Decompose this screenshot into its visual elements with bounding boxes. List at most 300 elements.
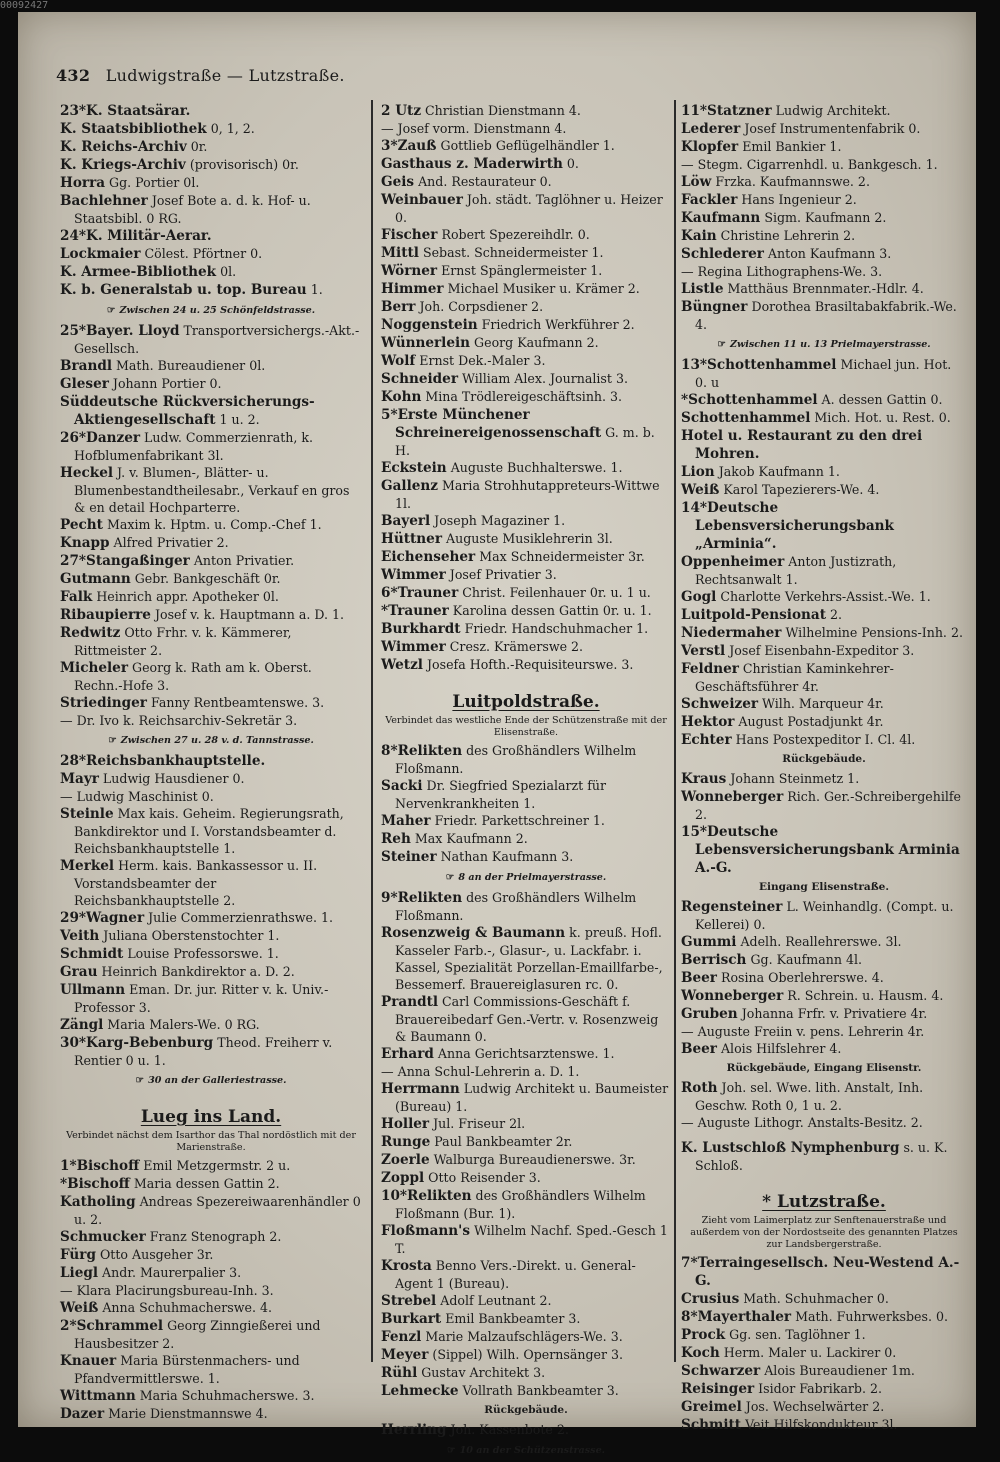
resident-entry: Schmucker Franz Stenograph 2.: [60, 1229, 282, 1245]
resident-entry: Weiß Karol Tapezierers-We. 4.: [681, 482, 880, 498]
resident-name: K. Reichs-Archiv: [60, 139, 187, 155]
resident-entry: — Josef vorm. Dienstmann 4.: [381, 121, 567, 136]
resident-entry: Beer Rosina Oberlehrerswe. 4.: [681, 970, 884, 986]
resident-name: 24*K. Militär-Aerar.: [60, 228, 212, 244]
resident-entry: Burkhardt Friedr. Handschuhmacher 1.: [381, 621, 649, 637]
resident-entry: Prock Gg. sen. Taglöhner 1.: [681, 1327, 866, 1343]
resident-entry: Grau Heinrich Bankdirektor a. D. 2.: [60, 964, 295, 980]
resident-name: Klopfer: [681, 139, 739, 155]
resident-entry: Maher Friedr. Parkettschreiner 1.: [381, 813, 605, 829]
resident-name: Bachlehner: [60, 193, 148, 209]
resident-entry: Kraus Johann Steinmetz 1.: [681, 771, 860, 787]
resident-entry: Herrmann Ludwig Architekt u. Baumeister (Bureau) 1.: [381, 1081, 669, 1114]
resident-name: Holler: [381, 1116, 430, 1132]
resident-name: Noggenstein: [381, 317, 478, 333]
cross-street-note: [381, 1442, 671, 1459]
resident-name: Rühl: [381, 1365, 418, 1381]
resident-entry: 8*Mayerthaler Math. Fuhrwerksbes. 0.: [681, 1309, 948, 1325]
resident-name: Gogl: [681, 589, 717, 605]
resident-entry: Liegl Andr. Maurerpalier 3.: [60, 1265, 242, 1281]
resident-entry: 9*Relikten des Großhändlers Wilhelm Floßmann.: [381, 890, 637, 923]
resident-name: Wünnerlein: [381, 335, 471, 351]
resident-entry: Heckel J. v. Blumen-, Blätter- u. Blumenbestandtheilesabr., Verkauf en gros & en detail Hochparterre.: [60, 465, 350, 515]
resident-name: Erhard: [381, 1046, 434, 1062]
resident-entry: 29*Wagner Julie Commerzienrathswe. 1.: [60, 910, 334, 926]
resident-entry: Steinle Max kais. Geheim. Regierungsrath, Bankdirektor und I. Vorstandsbeamter d. Reichsbankhauptstelle 1.: [60, 806, 344, 856]
resident-entry: Wetzl Josefa Hofth.-Requisiteurswe. 3.: [381, 657, 634, 673]
resident-entry: Sacki Dr. Siegfried Spezialarzt für Nervenkrankheiten 1.: [381, 778, 607, 811]
resident-name: Weinbauer: [381, 192, 463, 208]
resident-name: Wittmann: [60, 1388, 136, 1404]
street-heading: Lueg ins Land.: [140, 1107, 282, 1127]
resident-name: Berrisch: [681, 952, 747, 968]
resident-name: Burkhardt: [381, 621, 461, 637]
resident-name: Weiß: [681, 482, 720, 498]
resident-entry: [681, 427, 967, 463]
resident-name: 8*Relikten: [381, 743, 463, 759]
resident-entry: Wonneberger Rich. Ger.-Schreibergehilfe 2.: [681, 789, 961, 822]
resident-entry: Beer Alois Hilfslehrer 4.: [681, 1041, 842, 1057]
resident-name: 27*Stangaßinger: [60, 553, 190, 569]
resident-name: 2*Schrammel: [60, 1318, 164, 1334]
resident-name: Zängl: [60, 1017, 104, 1033]
resident-entry: Berr Joh. Corpsdiener 2.: [381, 299, 544, 315]
resident-entry: Noggenstein Friedrich Werkführer 2.: [381, 317, 635, 333]
resident-entry: Lion Jakob Kaufmann 1.: [681, 464, 840, 480]
column-divider: [371, 100, 373, 1362]
cross-street-text: Zwischen 27 u. 28 v. d. Tannstrasse.: [120, 735, 314, 746]
resident-entry: Löw Frzka. Kaufmannswe. 2.: [681, 174, 870, 190]
resident-entry: — Regina Lithographens-We. 3.: [681, 264, 883, 279]
resident-entry: Katholing Andreas Spezereiwaarenhändler 0 u. 2.: [60, 1194, 361, 1227]
resident-entry: Zängl Maria Malers-We. 0 RG.: [60, 1017, 260, 1033]
street-heading: Luitpoldstraße.: [452, 692, 600, 712]
resident-entry: 30*Karg-Bebenburg Theod. Freiherr v. Rentier 0 u. 1.: [60, 1035, 333, 1068]
resident-entry: Niedermaher Wilhelmine Pensions-Inh. 2.: [681, 625, 963, 641]
resident-name: Schlederer: [681, 246, 764, 262]
resident-entry: Hüttner Auguste Musiklehrerin 3l.: [381, 531, 613, 547]
resident-entry: Gogl Charlotte Verkehrs-Assist.-We. 1.: [681, 589, 931, 605]
resident-name: Strebel: [381, 1293, 437, 1309]
resident-name: Eichenseher: [381, 549, 476, 565]
resident-name: Kaufmann: [681, 210, 761, 226]
resident-entry: Koch Herm. Maler u. Lackirer 0.: [681, 1345, 897, 1361]
resident-name: 5*Erste Münchener Schreinereigenossenschaft: [381, 407, 602, 441]
resident-name: Gummi: [681, 934, 737, 950]
resident-name: Schneider: [381, 371, 458, 387]
resident-name: Beer: [681, 970, 717, 986]
resident-name: Zoerle: [381, 1152, 430, 1168]
resident-name: Gruben: [681, 1006, 738, 1022]
resident-entry: Gruben Johanna Frfr. v. Privatiere 4r.: [681, 1006, 928, 1022]
resident-name: K. Staatsbibliothek: [60, 121, 207, 137]
resident-entry: Echter Hans Postexpeditor I. Cl. 4l.: [681, 732, 916, 748]
resident-entry: Fenzl Marie Malzaufschlägers-We. 3.: [381, 1329, 623, 1345]
resident-name: 28*Reichsbankhauptstelle.: [60, 753, 266, 769]
resident-entry: Kaufmann Sigm. Kaufmann 2.: [681, 210, 887, 226]
pointing-hand-icon: ☞: [135, 1075, 145, 1086]
resident-entry: K. Staatsbibliothek 0, 1, 2.: [60, 121, 255, 137]
resident-entry: Lehmecke Vollrath Bankbeamter 3.: [381, 1383, 619, 1399]
resident-entry: Krosta Benno Vers.-Direkt. u. General-Agent 1 (Bureau).: [381, 1258, 636, 1291]
resident-name: Sacki: [381, 778, 423, 794]
resident-entry: 1*Bischoff Emil Metzgermstr. 2 u.: [60, 1158, 291, 1174]
resident-name: Gallenz: [381, 478, 438, 494]
resident-name: Merkel: [60, 858, 115, 874]
resident-name: Koch: [681, 1345, 720, 1361]
resident-name: Mittl: [381, 245, 419, 261]
resident-entry: 6*Trauner Christ. Feilenhauer 0r. u. 1 u.: [381, 585, 651, 601]
resident-name: Wonneberger: [681, 988, 784, 1004]
page-header: [56, 66, 345, 85]
resident-entry: Lockmaier Cölest. Pförtner 0.: [60, 246, 263, 262]
resident-name: 7*Terraingesellsch. Neu-Westend A.-G.: [681, 1255, 960, 1289]
resident-name: Heckel: [60, 465, 114, 481]
resident-entry: Berrisch Gg. Kaufmann 4l.: [681, 952, 862, 968]
resident-name: Meyer: [381, 1347, 429, 1363]
resident-name: Lion: [681, 464, 715, 480]
resident-entry: Hektor August Postadjunkt 4r.: [681, 714, 884, 730]
resident-name: Hektor: [681, 714, 735, 730]
resident-name: Hotel u. Restaurant zu den drei Mohren.: [681, 428, 923, 462]
resident-entry: Knapp Alfred Privatier 2.: [60, 535, 229, 551]
resident-entry: Runge Paul Bankbeamter 2r.: [381, 1134, 573, 1150]
resident-name: K. b. Generalstab u. top. Bureau: [60, 282, 307, 298]
resident-name: Micheler: [60, 660, 128, 676]
resident-entry: Floßmann's Wilhelm Nachf. Sped.-Gesch 1 T.: [381, 1223, 668, 1256]
resident-entry: Strebel Adolf Leutnant 2.: [381, 1293, 552, 1309]
resident-name: 1*Bischoff: [60, 1158, 140, 1174]
resident-name: Runge: [381, 1134, 431, 1150]
resident-entry: Schweizer Wilh. Marqueur 4r.: [681, 696, 884, 712]
resident-name: Schmitt: [681, 1417, 742, 1433]
resident-entry: Fischer Robert Spezereihdlr. 0.: [381, 227, 590, 243]
resident-entry: Mayr Ludwig Hausdiener 0.: [60, 771, 245, 787]
resident-name: *Schottenhammel: [681, 392, 818, 408]
resident-name: Wetzl: [381, 657, 423, 673]
street-description: Zieht vom Laimerplatz zur Senftenauerstraße und außerdem von der Nordostseite des genannten Platzes zur Landsbergerstraße.: [690, 1215, 958, 1250]
resident-entry: Wimmer Josef Privatier 3.: [381, 567, 557, 583]
resident-name: Fackler: [681, 192, 738, 208]
resident-entry: 5*Erste Münchener Schreinereigenossenschaft G. m. b. H.: [381, 407, 655, 458]
resident-entry: Horra Gg. Portier 0l.: [60, 175, 200, 191]
resident-name: 8*Mayerthaler: [681, 1309, 792, 1325]
resident-name: Eckstein: [381, 460, 447, 476]
resident-entry: — Auguste Freiin v. pens. Lehrerin 4r.: [681, 1024, 925, 1039]
street-description: Verbindet das westliche Ende der Schützenstraße mit der Elisenstraße.: [385, 715, 667, 738]
resident-entry: Kain Christine Lehrerin 2.: [681, 228, 856, 244]
resident-name: Bayerl: [381, 513, 431, 529]
resident-entry: Gallenz Maria Strohhutappreteurs-Wittwe 1l.: [381, 478, 660, 511]
resident-name: Hüttner: [381, 531, 442, 547]
resident-entry: Gutmann Gebr. Bankgeschäft 0r.: [60, 571, 281, 587]
resident-name: Echter: [681, 732, 732, 748]
resident-entry: Ullmann Eman. Dr. jur. Ritter v. k. Univ.-Professor 3.: [60, 982, 329, 1015]
resident-name: Büngner: [681, 299, 748, 315]
pointing-hand-icon: ☞: [717, 339, 726, 350]
resident-name: 11*Statzner: [681, 103, 772, 119]
resident-name: 3*Zauß: [381, 138, 437, 154]
resident-entry: Gleser Johann Portier 0.: [60, 376, 222, 392]
resident-name: 6*Trauner: [381, 585, 459, 601]
resident-entry: Merkel Herm. kais. Bankassessor u. II. Vorstandsbeamter der Reichsbankhauptstelle 2.: [60, 858, 318, 908]
resident-name: 26*Danzer: [60, 430, 141, 446]
resident-name: Schwarzer: [681, 1363, 761, 1379]
resident-entry: Feldner Christian Kaminkehrer-Geschäftsführer 4r.: [681, 661, 894, 694]
pointing-hand-icon: ☞: [108, 735, 117, 746]
resident-name: Wimmer: [381, 639, 446, 655]
resident-entry: 10*Relikten des Großhändlers Wilhelm Floßmann (Bur. 1).: [381, 1188, 646, 1221]
resident-entry: *Schottenhammel A. dessen Gattin 0.: [681, 392, 943, 408]
resident-entry: Weiß Anna Schuhmacherswe. 4.: [60, 1300, 272, 1316]
resident-entry: Gasthaus z. Maderwirth 0.: [381, 156, 579, 172]
resident-name: Horra: [60, 175, 106, 191]
page-number: 432: [56, 66, 91, 85]
resident-name: Ullmann: [60, 982, 126, 998]
resident-entry: Knauer Maria Bürstenmachers- und Pfandvermittlerswe. 1.: [60, 1353, 300, 1386]
cross-street-text: 30 an der Galleriestrasse.: [148, 1075, 287, 1086]
resident-name: Kraus: [681, 771, 727, 787]
resident-entry: — Auguste Lithogr. Anstalts-Besitz. 2.: [681, 1115, 923, 1130]
resident-entry: Brandl Math. Bureaudiener 0l.: [60, 358, 266, 374]
resident-entry: Meyer (Sippel) Wilh. Opernsänger 3.: [381, 1347, 624, 1363]
resident-entry: [681, 823, 967, 877]
resident-name: Dazer: [60, 1406, 105, 1422]
resident-name: Berr: [381, 299, 416, 315]
resident-entry: K. Lustschloß Nymphenburg s. u. K. Schloß.: [681, 1140, 948, 1173]
resident-entry: Prandtl Carl Commissions-Geschäft f. Brauereibedarf Gen.-Vertr. v. Rosenzweig & Baumann 0.: [381, 994, 659, 1044]
resident-entry: Kohn Mina Trödlereigeschäftsinh. 3.: [381, 389, 623, 405]
resident-entry: Rosenzweig & Baumann k. preuß. Hofl. Kasseler Farb.-, Glasur-, u. Lackfabr. i. Kassel, Spezialität Porzellan-Emaillfarbe-, Bessemerf. Brauereiglasuren rc. 0.: [381, 925, 663, 992]
resident-entry: 2 Utz Christian Dienstmann 4.: [381, 103, 581, 119]
resident-entry: Schmidt Louise Professorswe. 1.: [60, 946, 279, 962]
resident-name: Pecht: [60, 517, 103, 533]
resident-name: Regensteiner: [681, 899, 783, 915]
resident-entry: Falk Heinrich appr. Apotheker 0l.: [60, 589, 279, 605]
spacer: [681, 1131, 967, 1139]
resident-name: Floßmann's: [381, 1223, 470, 1239]
resident-name: Burkart: [381, 1311, 442, 1327]
resident-entry: K. Reichs-Archiv 0r.: [60, 139, 208, 155]
column-middle: [381, 102, 671, 1462]
resident-name: 25*Bayer. Lloyd: [60, 323, 180, 339]
resident-entry: Wünnerlein Georg Kaufmann 2.: [381, 335, 599, 351]
resident-name: Rosenzweig & Baumann: [381, 925, 566, 941]
resident-name: Fenzl: [381, 1329, 422, 1345]
resident-name: Brandl: [60, 358, 113, 374]
cross-street-text: Zwischen 11 u. 13 Prielmayerstrasse.: [729, 339, 931, 350]
street-heading: * Lutzstraße.: [762, 1192, 886, 1212]
resident-entry: Fackler Hans Ingenieur 2.: [681, 192, 857, 208]
cross-street-note: [60, 1072, 362, 1089]
resident-name: Reisinger: [681, 1381, 755, 1397]
column-right: [681, 102, 967, 1434]
resident-entry: Bayerl Joseph Magaziner 1.: [381, 513, 566, 529]
resident-entry: Reisinger Isidor Fabrikarb. 2.: [681, 1381, 883, 1397]
resident-name: 2 Utz: [381, 103, 422, 119]
resident-name: 14*Deutsche Lebensversicherungsbank „Arminia“.: [681, 500, 894, 552]
column-left: [60, 102, 362, 1423]
resident-entry: Zoppl Otto Reisender 3.: [381, 1170, 541, 1186]
resident-entry: Weinbauer Joh. städt. Taglöhner u. Heizer 0.: [381, 192, 663, 225]
resident-entry: 25*Bayer. Lloyd Transportversichergs.-Akt.-Gesellsch.: [60, 323, 360, 356]
resident-name: Wolf: [381, 353, 416, 369]
cross-street-text: 10 an der Schützenstrasse.: [459, 1445, 606, 1456]
column-divider: [674, 100, 676, 1362]
resident-entry: Striedinger Fanny Rentbeamtenswe. 3.: [60, 695, 325, 711]
resident-name: Herrmann: [381, 1081, 460, 1097]
resident-entry: Luitpold-Pensionat 2.: [681, 607, 843, 623]
resident-name: Reh: [381, 831, 411, 847]
building-subheading: Rückgebäude.: [484, 1404, 568, 1416]
resident-entry: Schlederer Anton Kaufmann 3.: [681, 246, 892, 262]
resident-name: Prandtl: [381, 994, 439, 1010]
building-subheading: Rückgebäude, Eingang Elisenstr.: [726, 1062, 922, 1074]
resident-entry: 11*Statzner Ludwig Architekt.: [681, 103, 891, 119]
resident-name: Lederer: [681, 121, 741, 137]
resident-entry: Bachlehner Josef Bote a. d. k. Hof- u. Staatsbibl. 0 RG.: [60, 193, 311, 226]
resident-name: 13*Schottenhammel: [681, 357, 837, 373]
resident-name: Löw: [681, 174, 712, 190]
resident-name: *Bischoff: [60, 1176, 130, 1192]
resident-entry: Wonneberger R. Schrein. u. Hausm. 4.: [681, 988, 944, 1004]
resident-entry: Schmitt Veit Hilfskondukteur 3l.: [681, 1417, 898, 1433]
resident-entry: Schneider William Alex. Journalist 3.: [381, 371, 628, 387]
resident-entry: Gummi Adelh. Reallehrerswe. 3l.: [681, 934, 902, 950]
resident-entry: Himmer Michael Musiker u. Krämer 2.: [381, 281, 640, 297]
pointing-hand-icon: ☞: [445, 872, 455, 883]
resident-entry: Crusius Math. Schuhmacher 0.: [681, 1291, 889, 1307]
resident-name: 15*Deutsche Lebensversicherungsbank Arminia A.-G.: [681, 824, 960, 876]
street-description: Verbindet nächst dem Isarthor das Thal nordöstlich mit der Marienstraße.: [66, 1130, 356, 1153]
resident-name: K. Armee-Bibliothek: [60, 264, 217, 280]
resident-name: Steiner: [381, 849, 437, 865]
resident-name: Maher: [381, 813, 431, 829]
resident-entry: Süddeutsche Rückversicherungs-Aktiengesellschaft 1 u. 2.: [60, 394, 315, 428]
resident-name: Schottenhammel: [681, 410, 811, 426]
resident-name: Knauer: [60, 1353, 117, 1369]
resident-name: Wonneberger: [681, 789, 784, 805]
resident-name: Kain: [681, 228, 717, 244]
resident-entry: Listle Matthäus Brennmater.-Hdlr. 4.: [681, 281, 924, 297]
resident-name: Prock: [681, 1327, 726, 1343]
resident-name: Crusius: [681, 1291, 740, 1307]
resident-entry: Herrling Joh. Kassenbote 2.: [381, 1422, 569, 1438]
resident-name: Lehmecke: [381, 1383, 459, 1399]
resident-name: Redwitz: [60, 625, 121, 641]
resident-entry: Dazer Marie Dienstmannswe 4.: [60, 1406, 268, 1422]
resident-name: Liegl: [60, 1265, 99, 1281]
resident-name: Mayr: [60, 771, 99, 787]
resident-entry: [681, 1254, 967, 1290]
resident-name: Grau: [60, 964, 98, 980]
resident-entry: 13*Schottenhammel Michael jun. Hot. 0. u: [681, 357, 952, 390]
resident-entry: 26*Danzer Ludw. Commerzienrath, k. Hofblumenfabrikant 3l.: [60, 430, 314, 463]
resident-entry: Roth Joh. sel. Wwe. lith. Anstalt, Inh. Geschw. Roth 0, 1 u. 2.: [681, 1080, 924, 1113]
resident-entry: — Dr. Ivo k. Reichsarchiv-Sekretär 3.: [60, 713, 298, 728]
resident-name: Feldner: [681, 661, 739, 677]
resident-name: Herrling: [381, 1422, 447, 1438]
resident-entry: Geis And. Restaurateur 0.: [381, 174, 552, 190]
resident-entry: Erhard Anna Gerichtsarztenswe. 1.: [381, 1046, 615, 1062]
resident-entry: Steiner Nathan Kaufmann 3.: [381, 849, 574, 865]
cross-street-text: Zwischen 24 u. 25 Schönfeldstrasse.: [119, 305, 316, 316]
resident-name: Zoppl: [381, 1170, 425, 1186]
resident-entry: Oppenheimer Anton Justizrath, Rechtsanwalt 1.: [681, 554, 897, 587]
resident-entry: Redwitz Otto Frhr. v. k. Kämmerer, Rittmeister 2.: [60, 625, 292, 658]
resident-name: Steinle: [60, 806, 114, 822]
resident-entry: Mittl Sebast. Schneidermeister 1.: [381, 245, 604, 261]
resident-entry: K. Kriegs-Archiv (provisorisch) 0r.: [60, 157, 299, 173]
resident-entry: Wörner Ernst Spänglermeister 1.: [381, 263, 603, 279]
resident-name: Lockmaier: [60, 246, 141, 262]
resident-entry: Schwarzer Alois Bureaudiener 1m.: [681, 1363, 915, 1379]
resident-entry: Zoerle Walburga Bureaudienerswe. 3r.: [381, 1152, 636, 1168]
resident-name: K. Kriegs-Archiv: [60, 157, 186, 173]
resident-name: 10*Relikten: [381, 1188, 472, 1204]
resident-entry: 8*Relikten des Großhändlers Wilhelm Floßmann.: [381, 743, 637, 776]
resident-entry: Verstl Josef Eisenbahn-Expeditor 3.: [681, 643, 915, 659]
resident-entry: — Stegm. Cigarrenhdl. u. Bankgesch. 1.: [681, 157, 938, 172]
resident-entry: Ribaupierre Josef v. k. Hauptmann a. D. 1.: [60, 607, 345, 623]
building-subheading: Rückgebäude.: [782, 753, 866, 765]
resident-entry: 2*Schrammel Georg Zinngießerei und Hausbesitzer 2.: [60, 1318, 321, 1351]
page-running-title: Ludwigstraße — Lutzstraße.: [105, 66, 345, 85]
resident-name: Greimel: [681, 1399, 742, 1415]
resident-entry: K. b. Generalstab u. top. Bureau 1.: [60, 282, 323, 298]
resident-entry: Klopfer Emil Bankier 1.: [681, 139, 842, 155]
cross-street-note: [60, 302, 362, 319]
resident-entry: Büngner Dorothea Brasiltabakfabrik.-We. 4.: [681, 299, 957, 332]
pointing-hand-icon: ☞: [106, 305, 116, 316]
pointing-hand-icon: ☞: [446, 1445, 456, 1456]
resident-entry: *Trauner Karolina dessen Gattin 0r. u. 1.: [381, 603, 652, 619]
resident-entry: Greimel Jos. Wechselwärter 2.: [681, 1399, 885, 1415]
resident-entry: Pecht Maxim k. Hptm. u. Comp.-Chef 1.: [60, 517, 322, 533]
resident-name: Schweizer: [681, 696, 759, 712]
resident-name: Katholing: [60, 1194, 136, 1210]
resident-name: Knapp: [60, 535, 110, 551]
resident-name: Luitpold-Pensionat: [681, 607, 827, 623]
resident-name: Falk: [60, 589, 93, 605]
resident-entry: — Klara Placirungsbureau-Inh. 3.: [60, 1283, 274, 1298]
resident-name: Süddeutsche Rückversicherungs-Aktiengesellschaft: [60, 394, 315, 428]
resident-entry: — Ludwig Maschinist 0.: [60, 789, 214, 804]
resident-entry: 27*Stangaßinger Anton Privatier.: [60, 553, 295, 569]
resident-entry: Lederer Josef Instrumentenfabrik 0.: [681, 121, 921, 137]
resident-name: Veith: [60, 928, 100, 944]
resident-name: Striedinger: [60, 695, 147, 711]
resident-name: Wörner: [381, 263, 438, 279]
resident-name: Gasthaus z. Maderwirth: [381, 156, 563, 172]
resident-entry: Holler Jul. Friseur 2l.: [381, 1116, 526, 1132]
resident-name: *Trauner: [381, 603, 449, 619]
resident-name: Schmucker: [60, 1229, 146, 1245]
resident-entry: Regensteiner L. Weinhandlg. (Compt. u. Kellerei) 0.: [681, 899, 954, 932]
cross-street-note: [381, 869, 671, 886]
resident-entry: Eckstein Auguste Buchhalterswe. 1.: [381, 460, 623, 476]
resident-name: 9*Relikten: [381, 890, 463, 906]
resident-entry: Micheler Georg k. Rath am k. Oberst. Rechn.-Hofe 3.: [60, 660, 312, 693]
resident-entry: Schottenhammel Mich. Hot. u. Rest. 0.: [681, 410, 951, 426]
resident-name: Kohn: [381, 389, 422, 405]
resident-name: 23*K. Staatsärar.: [60, 103, 191, 119]
resident-name: Krosta: [381, 1258, 432, 1274]
resident-entry: [60, 102, 362, 120]
cross-street-note: [681, 336, 967, 353]
resident-entry: Fürg Otto Ausgeher 3r.: [60, 1247, 214, 1263]
resident-entry: Wittmann Maria Schuhmacherswe. 3.: [60, 1388, 315, 1404]
